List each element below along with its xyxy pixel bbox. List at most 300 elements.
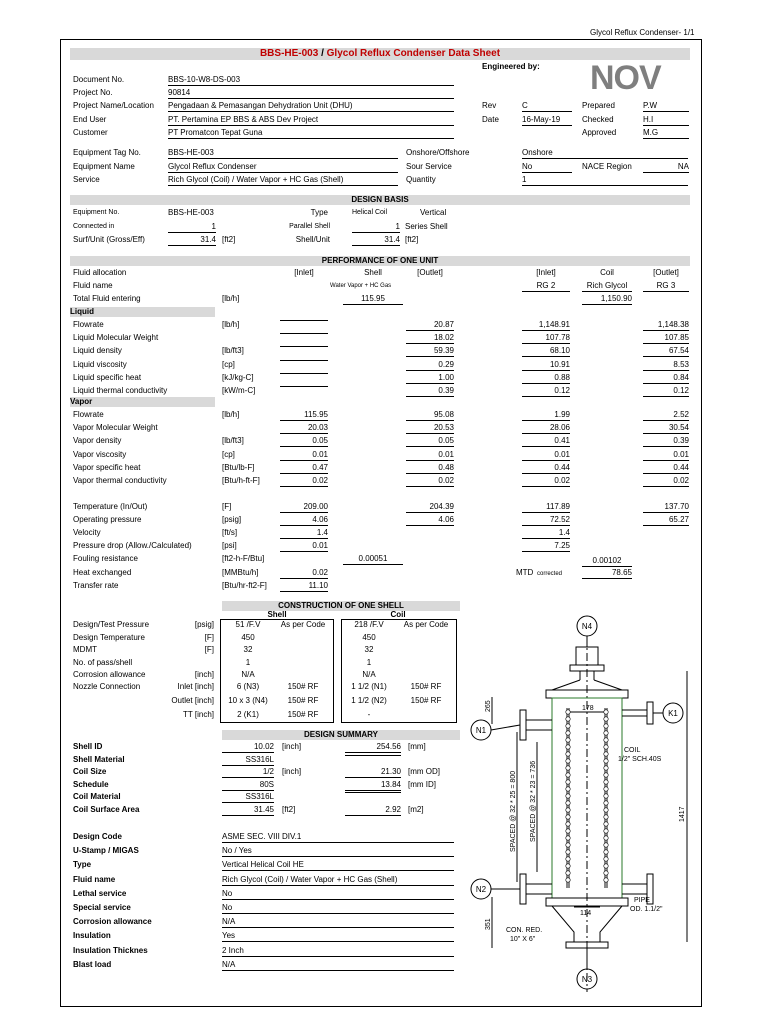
coil-outlet-value: 0.39 <box>643 436 689 447</box>
coil-tube-section <box>604 801 608 805</box>
coil-tube-section <box>566 864 570 868</box>
service-label: Service <box>73 175 100 184</box>
shell-outlet-value: 1.00 <box>406 373 454 384</box>
coil-tube-section <box>604 752 608 756</box>
onshore-value: Onshore <box>522 148 688 159</box>
coil-outlet-value: 8.53 <box>643 360 689 371</box>
coil-tube-section <box>566 829 570 833</box>
nozzle-shell-rating: 150# RF <box>287 710 319 719</box>
coil-box <box>341 619 457 723</box>
coil-tube-section <box>566 745 570 749</box>
construction-header: CONSTRUCTION OF ONE SHELL <box>222 601 460 611</box>
coil-tube-section <box>604 864 608 868</box>
summary2-row-value: Yes <box>222 931 454 942</box>
summary2-row-label: Lethal service <box>73 888 127 898</box>
pd-coil: 7.25 <box>522 541 570 552</box>
summary-row-label: Schedule <box>73 779 109 789</box>
surf-value: 31.4 <box>168 235 216 246</box>
shell-outlet-value: 20.53 <box>406 423 454 434</box>
coil-tube-section <box>604 731 608 735</box>
coil-tube-section <box>604 857 608 861</box>
summary-value-2 <box>345 792 401 793</box>
mtd-sub: corrected <box>537 571 563 577</box>
nozzle-row-label: Inlet [inch] <box>177 682 214 691</box>
perf-row-unit: [kJ/kg-C] <box>222 372 254 382</box>
perf-row-label: Liquid specific heat <box>73 372 142 382</box>
perf-row-unit: [lb/ft3] <box>222 346 244 356</box>
title-slash: / <box>318 48 327 59</box>
nozzle-row-label: Outlet [inch] <box>171 696 214 705</box>
shell-inlet-value <box>280 373 328 374</box>
coil-tube-section <box>604 871 608 875</box>
temp-shell-in: 209.00 <box>280 502 328 513</box>
perf-row-label: Liquid Molecular Weight <box>73 333 159 343</box>
summary2-row-value: Rich Glycol (Coil) / Water Vapor + HC Gas (Shell) <box>222 875 454 886</box>
rich-glycol: Rich Glycol <box>582 281 632 292</box>
rg2: RG 2 <box>522 281 570 292</box>
spacing-736: SPACED @ 32 * 23 = 736 <box>530 760 537 842</box>
coil-tube-section <box>604 787 608 791</box>
shell-header: Shell <box>364 268 382 277</box>
summary2-row-value: N/A <box>222 917 454 928</box>
summary2-row-label: Special service <box>73 903 131 912</box>
temp-shell-out: 204.39 <box>406 502 454 513</box>
sour-label: Sour Service <box>406 162 452 171</box>
rev-value: C <box>522 101 572 112</box>
summary2-row-value: N/A <box>222 960 454 971</box>
summary-value-2: 13.84 <box>345 780 401 791</box>
cons-shell-code: As per Code <box>280 620 326 629</box>
cons-coil-value: 1 <box>366 657 372 667</box>
shell-inlet-value <box>280 346 328 347</box>
summary-value-1: SS316L <box>222 755 274 766</box>
cons-coil-value: 32 <box>364 645 374 654</box>
summary-value-1: 80S <box>222 780 274 791</box>
tr-unit: [Btu/hr-ft2-F] <box>222 581 267 590</box>
shell-inlet-value <box>280 360 328 361</box>
coil-tube-section <box>604 766 608 770</box>
rev-label: Rev <box>482 101 497 110</box>
conn-value: 1 <box>168 222 216 233</box>
summary2-row-value: No / Yes <box>222 846 454 857</box>
shell-unit-label: Shell/Unit <box>295 235 330 244</box>
eq-label: Equipment No. <box>73 209 120 216</box>
k1-label: K1 <box>668 709 678 718</box>
summary2-row-value: ASME SEC. VIII DIV.1 <box>222 832 454 843</box>
op-label: Operating pressure <box>73 515 142 524</box>
coil-tube-section <box>604 836 608 840</box>
coil-inlet-value: 1.99 <box>522 410 570 421</box>
coil-tube-section <box>566 815 570 819</box>
summary-unit-1: [inch] <box>282 742 302 751</box>
perf-row-unit: [lb/h] <box>222 410 240 419</box>
coil-inlet-value: 68.10 <box>522 346 570 357</box>
perf-row-label: Liquid density <box>73 346 122 356</box>
shell-inlet-value: 0.01 <box>280 450 328 461</box>
nozzle-label: Nozzle Connection <box>73 682 141 691</box>
fluid-alloc-label: Fluid allocation <box>73 268 127 277</box>
coil-tube-section <box>566 710 570 714</box>
coil-inlet-header: [Inlet] <box>536 268 556 277</box>
coil-outlet-value: 2.52 <box>643 410 689 421</box>
dim-114: 114 <box>580 910 592 917</box>
foul-coil: 0.00102 <box>582 556 632 567</box>
coil-outlet-value: 0.12 <box>643 386 689 397</box>
foul-shell: 0.00051 <box>343 554 403 565</box>
summary2-row-value: 2 Inch <box>222 946 454 957</box>
coil-outlet-value: 107.85 <box>643 333 689 344</box>
shell-inlet-value: 0.05 <box>280 436 328 447</box>
summary-row-label: Shell ID <box>73 742 103 751</box>
shell-inlet-value: 20.03 <box>280 423 328 434</box>
summary-unit-2: [mm ID] <box>408 779 436 789</box>
coil-tube-section <box>604 717 608 721</box>
summary-value-1: 31.45 <box>222 805 274 816</box>
summary2-row-label: Design Code <box>73 832 122 841</box>
summary-row-label: Coil Material <box>73 792 121 801</box>
pipe-spec: OD. 1.1/2" <box>630 906 663 913</box>
end_user-label: End User <box>73 115 107 124</box>
coil-outlet-header: [Outlet] <box>653 268 679 277</box>
perf-row-unit: [Btu/h-ft-F] <box>222 476 260 485</box>
summary-value-1: 1/2 <box>222 767 274 778</box>
heat-label: Heat exchanged <box>73 568 132 577</box>
total-label: Total Fluid entering <box>73 294 141 303</box>
par-label: Parallel Shell <box>289 223 330 230</box>
summary-unit-1: [inch] <box>282 767 302 776</box>
company-logo: NOV <box>590 59 661 97</box>
cons-shell-value: N/A <box>241 670 255 679</box>
heat-unit: [MMBtu/h] <box>222 568 259 577</box>
customer-label: Customer <box>73 128 108 137</box>
coil-outlet-value: 0.84 <box>643 373 689 384</box>
pd-label: Pressure drop (Allow./Calculated) <box>73 541 192 550</box>
date-value: 16-May-19 <box>522 115 572 126</box>
coil-inlet-value: 0.88 <box>522 373 570 384</box>
perf-row-label: Liquid viscosity <box>73 359 127 369</box>
perf-row-label: Vapor thermal conductivity <box>73 476 167 485</box>
nozzle-row-label: TT [inch] <box>183 710 214 719</box>
coil-tube-section <box>604 808 608 812</box>
op-shell-out: 4.06 <box>406 515 454 526</box>
shell-outlet-header: [Outlet] <box>417 268 443 277</box>
page-header: Glycol Reflux Condenser- 1/1 <box>590 28 695 37</box>
summary2-row-value: No <box>222 889 454 900</box>
type1-value: Helical Coil <box>352 209 388 216</box>
mtd-label: MTD <box>516 568 534 577</box>
summary-unit-1: [ft2] <box>282 804 296 814</box>
dim-351: 351 <box>485 918 492 930</box>
shell-unit-u: [ft2] <box>405 235 419 244</box>
shell-inlet-value: 115.95 <box>280 410 328 421</box>
perf-row-unit: [cp] <box>222 359 235 369</box>
pd-unit: [psi] <box>222 541 237 550</box>
foul-label: Fouling resistance <box>73 554 138 563</box>
summary2-row-value: Vertical Helical Coil HE <box>222 860 454 871</box>
coil-inlet-value: 107.78 <box>522 333 570 344</box>
engineered-by: Engineered by: <box>482 62 540 71</box>
project_no-label: Project No. <box>73 88 113 97</box>
cons-shell-value: 450 <box>241 632 255 642</box>
coil-tube-section <box>604 829 608 833</box>
coil-inlet-value: 28.06 <box>522 423 570 434</box>
cons-coil-code: As per Code <box>403 620 449 629</box>
coil-tube-section <box>566 787 570 791</box>
cons-shell-value: 1 <box>245 657 251 667</box>
cons-row-label: Design/Test Pressure <box>73 620 150 629</box>
nozzle-coil-rating: 150# RF <box>410 696 442 705</box>
series-label: Series Shell <box>405 222 448 231</box>
perf-row-label: Liquid thermal conductivity <box>73 386 168 395</box>
shell-outlet-value: 0.29 <box>406 360 454 371</box>
summary2-row-label: Blast load <box>73 959 112 969</box>
summary-unit-2: [mm] <box>408 742 426 751</box>
dim-265: 265 <box>485 700 492 712</box>
coil-tube-section <box>566 717 570 721</box>
date-label: Date <box>482 115 499 124</box>
nace-label: NACE Region <box>582 162 632 171</box>
n4-label: N4 <box>581 622 593 631</box>
cons-row-unit: [F] <box>204 632 214 642</box>
shell-outlet-value: 0.02 <box>406 476 454 487</box>
shell-inlet-header: [Inlet] <box>294 268 314 277</box>
perf-row-unit: [lb/ft3] <box>222 436 244 446</box>
coil-tube-section <box>566 836 570 840</box>
cons-row-unit: [F] <box>204 645 214 654</box>
nozzle-coil-rating: 150# RF <box>410 682 442 691</box>
cons-row-label: Corrosion allowance <box>73 670 146 679</box>
shell-box <box>220 619 334 723</box>
coil-tube-section <box>566 871 570 875</box>
op-unit: [psig] <box>222 515 242 524</box>
coil-tube-section <box>604 780 608 784</box>
summary-value-2: 2.92 <box>345 805 401 816</box>
prepared-label: Prepared <box>582 101 615 110</box>
checked-label: Checked <box>582 115 614 124</box>
summary2-row-label: U-Stamp / MIGAS <box>73 846 139 856</box>
temp-coil-out: 137.70 <box>643 502 689 513</box>
onshore-label: Onshore/Offshore <box>406 148 470 157</box>
coil-tube-section <box>604 843 608 847</box>
coil-tube-section <box>604 710 608 714</box>
qty-value: 1 <box>522 175 688 186</box>
perf-row-label: Vapor viscosity <box>73 449 127 459</box>
coil-tube-section <box>566 843 570 847</box>
title-name: Glycol Reflux Condenser Data Sheet <box>326 48 501 59</box>
shell-outlet-value: 0.05 <box>406 436 454 447</box>
con-red-label: CON. RED. <box>506 927 543 934</box>
cons-row-label: No. of pass/shell <box>73 657 133 667</box>
coil-tube-section <box>604 850 608 854</box>
shell-outlet-value: 0.48 <box>406 463 454 474</box>
vel-shell: 1.4 <box>280 528 328 539</box>
shell-outlet-value: 95.08 <box>406 410 454 421</box>
liquid-header: Liquid <box>70 307 215 317</box>
summary-row-label: Coil Size <box>73 767 107 776</box>
eqname-value: Glycol Reflux Condenser <box>168 162 398 173</box>
summary2-row-label: Corrosion allowance <box>73 917 152 927</box>
perf-row-unit: [cp] <box>222 449 235 459</box>
coil-spec: 1/2" SCH.40S <box>618 756 662 763</box>
coil-tube-section <box>566 780 570 784</box>
perf-row-unit: [Btu/lb-F] <box>222 462 255 472</box>
summary2-row-label: Fluid name <box>73 874 116 884</box>
summary-row-label: Coil Surface Area <box>73 804 140 814</box>
total-shell: 115.95 <box>343 294 403 305</box>
shell-inlet-value <box>280 333 328 334</box>
summary-value-1: SS316L <box>222 792 274 803</box>
cons-shell-value: 51 /F.V <box>235 620 261 629</box>
par-value: 1 <box>352 222 400 233</box>
coil-tube-section <box>566 822 570 826</box>
sour-value: No <box>522 162 572 173</box>
summary-unit-2: [mm OD] <box>408 767 440 776</box>
nozzle-shell-size: 2 (K1) <box>237 710 259 719</box>
spacing-800: SPACED @ 32 * 25 = 800 <box>510 770 517 852</box>
project_name-label: Project Name/Location <box>73 101 154 110</box>
summary-row-label: Shell Material <box>73 754 125 764</box>
customer-value: PT Promatcon Tepat Guna <box>168 128 454 139</box>
nozzle-shell-size: 10 x 3 (N4) <box>228 696 268 705</box>
foul-unit: [ft2-h-F/Btu] <box>222 554 265 563</box>
shell-outlet-value: 0.01 <box>406 450 454 461</box>
performance-header: PERFORMANCE OF ONE UNIT <box>70 256 690 266</box>
perf-row-label: Vapor specific heat <box>73 462 141 472</box>
end_user-value: PT. Pertamina EP BBS & ABS Dev Project <box>168 115 454 126</box>
shell-inlet-value <box>280 386 328 387</box>
dim-178: 178 <box>582 705 594 712</box>
coil-tube-section <box>566 773 570 777</box>
coil-tube-section <box>566 850 570 854</box>
coil-inlet-value: 0.44 <box>522 463 570 474</box>
cons-coil-value: N/A <box>362 670 376 679</box>
cons-row-label: MDMT <box>73 645 97 654</box>
perf-row-unit: [kW/m-C] <box>222 386 256 395</box>
shell-inlet-value <box>280 320 328 321</box>
coil-tube-section <box>604 738 608 742</box>
perf-row-unit: [lb/h] <box>222 320 240 329</box>
temp-unit: [F] <box>222 502 232 511</box>
nozzle-coil-size: - <box>367 710 371 719</box>
coil-tube-section <box>566 738 570 742</box>
coil-tube-section <box>566 794 570 798</box>
shell-outlet-value: 18.02 <box>406 333 454 344</box>
coil-tube-section <box>604 822 608 826</box>
n3-label: N3 <box>581 975 593 984</box>
pipe-label: PIPE <box>634 897 650 904</box>
summary2-row-label: Type <box>73 860 92 870</box>
coil-outlet-value: 30.54 <box>643 423 689 434</box>
coil-outlet-value: 67.54 <box>643 346 689 357</box>
conn-label: Connected in <box>73 223 115 230</box>
coil-tube-section <box>566 801 570 805</box>
mtd-value: 78.65 <box>582 568 632 579</box>
perf-row-label: Vapor density <box>73 436 122 446</box>
approved-value: M.G <box>643 128 689 139</box>
shell-unit-value: 31.4 <box>352 235 400 246</box>
coil-tube-section <box>566 724 570 728</box>
cons-shell-header: Shell <box>267 610 287 619</box>
shell-fluid: Water Vapor + HC Gas <box>330 283 392 289</box>
type2-value: Vertical <box>420 208 447 217</box>
coil-tube-section <box>604 724 608 728</box>
nace-value: NA <box>643 162 689 173</box>
coil-inlet-value: 0.02 <box>522 476 570 487</box>
coil-tube-section <box>566 808 570 812</box>
cons-row-unit: [psig] <box>194 620 214 629</box>
cons-coil-value: 450 <box>362 632 376 642</box>
document_no-value: BBS-10-W8-DS-003 <box>168 75 454 86</box>
coil-label: COIL <box>624 747 641 754</box>
coil-outlet-value: 1,148.38 <box>643 320 689 331</box>
nozzle-shell-size: 6 (N3) <box>236 682 260 691</box>
nozzle-coil-size: 1 1/2 (N2) <box>351 696 387 705</box>
coil-inlet-value: 0.01 <box>522 450 570 461</box>
perf-row-label: Vapor Molecular Weight <box>73 423 158 433</box>
tr-value: 11.10 <box>280 581 328 592</box>
shell-outlet-value: 59.39 <box>406 346 454 357</box>
temp-coil-in: 117.89 <box>522 502 570 513</box>
coil-outlet-value: 0.44 <box>643 463 689 474</box>
con-red-spec: 10" X 6" <box>510 936 536 943</box>
approved-label: Approved <box>582 128 617 137</box>
coil-tube-section <box>566 759 570 763</box>
shell-outlet-value: 0.39 <box>406 386 454 397</box>
fluid-name-label: Fluid name <box>73 281 113 290</box>
vel-coil: 1.4 <box>522 528 570 539</box>
cons-row-unit: [inch] <box>194 670 214 679</box>
exchanger-drawing <box>462 612 698 1002</box>
project_name-value: Pengadaan & Pemasangan Dehydration Unit (DHU) <box>168 101 454 112</box>
coil-tube-section <box>604 878 608 882</box>
cons-coil-value: 218 /F.V <box>354 620 384 629</box>
coil-tube-section <box>604 759 608 763</box>
project_no-value: 90814 <box>168 88 454 99</box>
coil-tube-section <box>566 766 570 770</box>
coil-tube-section <box>604 815 608 819</box>
summary-value-2 <box>345 755 401 756</box>
op-shell-in: 4.06 <box>280 515 328 526</box>
title-tag: BBS-HE-003 <box>259 48 319 59</box>
service-value: Rich Glycol (Coil) / Water Vapor + HC Gas (Shell) <box>168 175 398 186</box>
cons-coil-header: Coil <box>390 610 406 619</box>
coil-tube-section <box>566 878 570 882</box>
total-unit: [lb/h] <box>222 294 240 303</box>
total-coil: 1,150.90 <box>582 294 632 305</box>
shell-inlet-value: 0.02 <box>280 476 328 487</box>
surf-label: Surf/Unit (Gross/Eff) <box>73 235 145 244</box>
rg3: RG 3 <box>643 281 689 292</box>
shell-outlet-value: 20.87 <box>406 320 454 331</box>
vel-unit: [ft/s] <box>222 528 238 537</box>
temp-label: Temperature (In/Out) <box>73 502 148 511</box>
summary-value-2: 254.56 <box>345 742 401 753</box>
summary-unit-2: [m2] <box>408 804 424 814</box>
n2-label: N2 <box>475 885 487 894</box>
qty-label: Quantity <box>406 175 436 184</box>
summary2-row-label: Insulation <box>73 931 111 941</box>
dim-1417: 1417 <box>679 806 686 822</box>
surf-unit: [ft2] <box>222 235 236 244</box>
n1-label: N1 <box>475 726 487 735</box>
design-basis-header: DESIGN BASIS <box>70 195 690 205</box>
vel-label: Velocity <box>73 528 101 537</box>
perf-row-label: Flowrate <box>73 410 104 419</box>
nozzle-shell-rating: 150# RF <box>287 682 319 691</box>
eqname-label: Equipment Name <box>73 162 135 171</box>
tag-label: Equipment Tag No. <box>73 148 141 157</box>
vapor-header: Vapor <box>70 397 215 407</box>
